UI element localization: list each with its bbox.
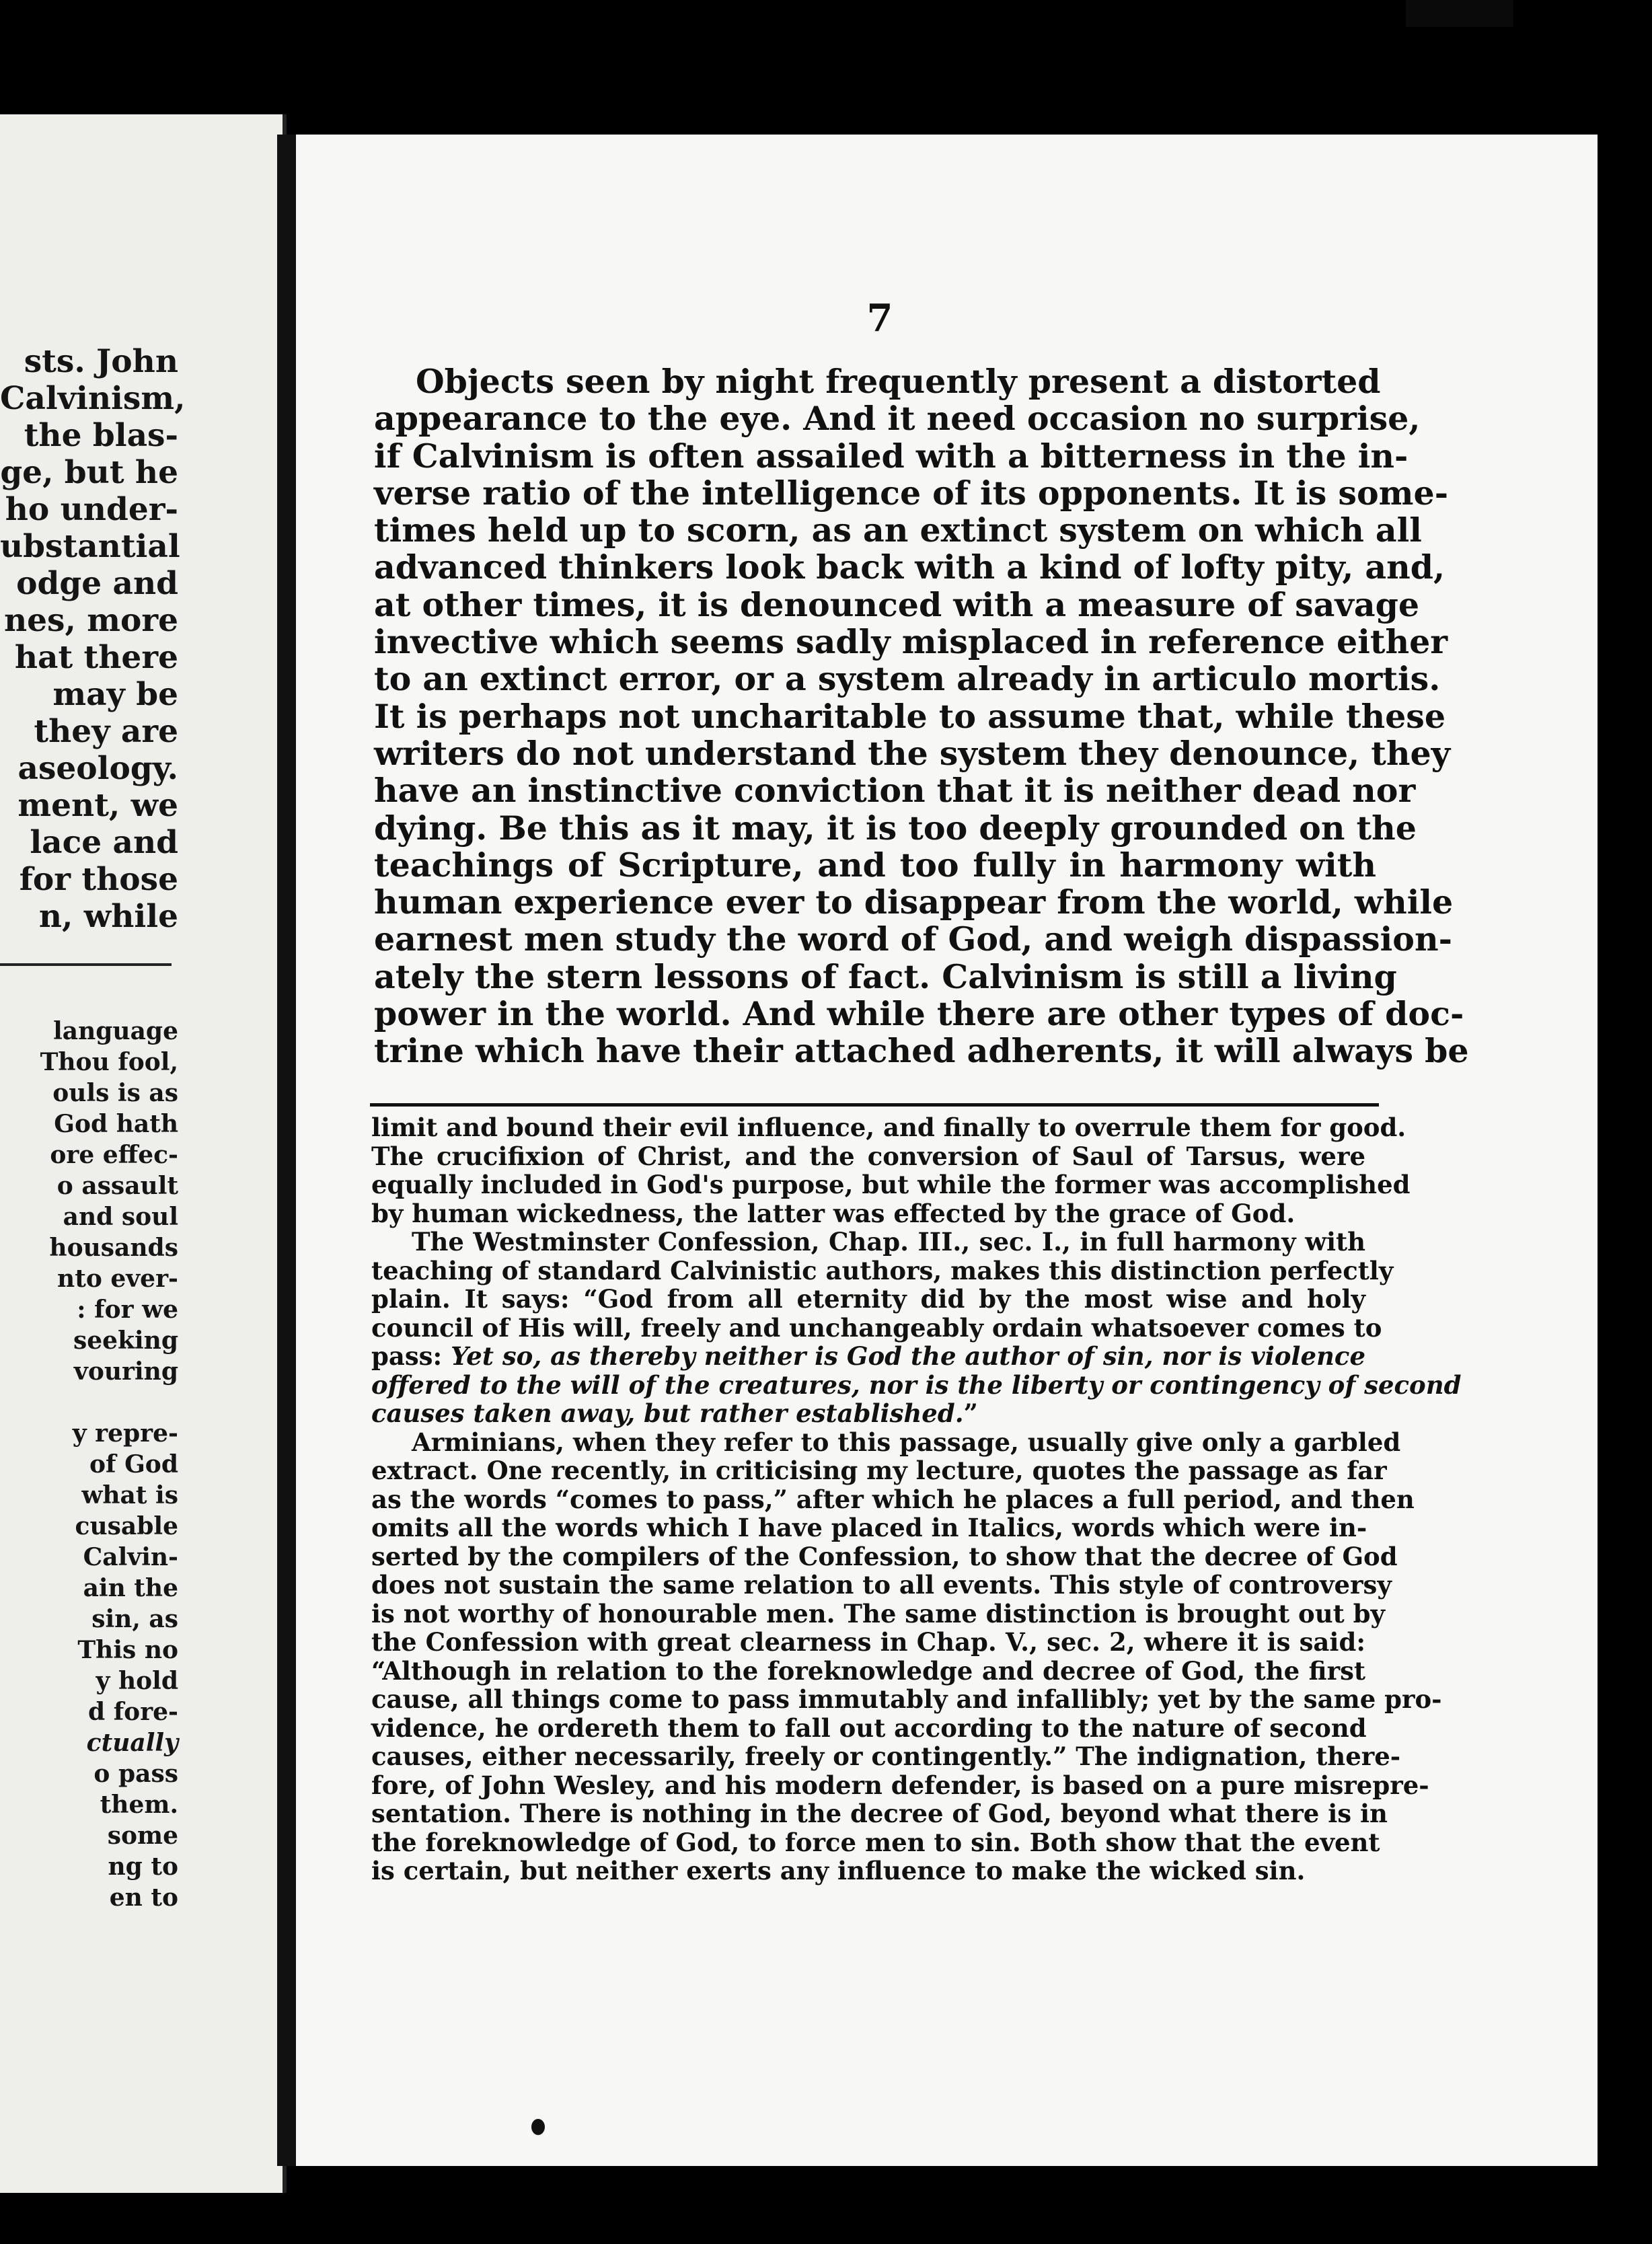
left-main-line: sts. John [24, 343, 178, 380]
footnote-line: extract. One recently, in criticising my lecture, quotes the passage as far [371, 1456, 1387, 1485]
left-main-line: for those [19, 861, 178, 898]
footnote-line: council of His will, freely and unchangeably ordain whatsoever comes to [371, 1312, 1382, 1343]
body-line: appearance to the eye. And it need occasion no surprise, [374, 399, 1421, 439]
left-note-line: God hath [54, 1110, 178, 1138]
left-note-line: ore effec- [50, 1141, 178, 1169]
footnote-line: by human wickedness, the latter was effected by the grace of God. [371, 1198, 1296, 1228]
footnote-italic-fragment: Yet so, as thereby neither is God the author of sin, nor is violence [451, 1341, 1365, 1371]
footnote-line: causes, either necessarily, freely or contingently.” The indignation, there- [371, 1742, 1401, 1771]
left-note-line: ctually [86, 1729, 178, 1757]
body-line: power in the world. And while there are other types of doc- [374, 994, 1464, 1034]
body-line: It is perhaps not uncharitable to assume that, while these [374, 696, 1446, 736]
body-line: earnest men study the word of God, and weigh dispassion- [374, 920, 1452, 959]
left-note-line: sin, as [91, 1605, 178, 1633]
left-main-line: the blas- [24, 417, 178, 454]
left-note-line [0, 1387, 178, 1418]
body-line: human experience ever to disappear from the world, while [374, 883, 1454, 922]
left-note-line: some [107, 1822, 178, 1850]
left-main-line: ho under- [5, 491, 178, 528]
left-main-line: nes, more [3, 602, 178, 639]
body-line: dying. Be this as it may, it is too deeply grounded on the [374, 808, 1417, 848]
left-note-line: : for we [77, 1296, 178, 1324]
left-main-line: ment, we [17, 787, 178, 824]
left-note-line: ng to [108, 1853, 178, 1881]
left-main-line: hat there [14, 639, 178, 676]
body-line: writers do not understand the system they denounce, they [374, 733, 1451, 773]
left-note-line: cusable [75, 1512, 178, 1540]
left-note-line: of God [89, 1450, 178, 1479]
left-note-line: ouls is as [52, 1079, 178, 1107]
footnote-line: teaching of standard Calvinistic authors, makes this distinction perfectly [371, 1255, 1394, 1285]
left-main-line: n, while [38, 898, 178, 935]
left-main-line: lace and [30, 824, 178, 861]
footnote-line: limit and bound their evil influence, and finally to overrule them for good. [371, 1113, 1406, 1142]
footnote-line: the Confession with great clearness in Chap. V., sec. 2, where it is said: [371, 1627, 1365, 1657]
footnote-line: does not sustain the same relation to all events. This style of controversy [371, 1570, 1392, 1600]
left-note-line: seeking [73, 1326, 178, 1355]
left-note-line: what is [81, 1481, 178, 1509]
left-main-line: aseology. [17, 750, 178, 787]
left-footnote-rule [0, 963, 172, 966]
footnote-line: is certain, but neither exerts any influence to make the wicked sin. [371, 1856, 1306, 1885]
body-line: invective which seems sadly misplaced in reference either [374, 622, 1448, 662]
footnote-line: is not worthy of honourable men. The same distinction is brought out by [371, 1598, 1385, 1629]
left-main-line: they are [34, 713, 178, 750]
left-note-line: and soul [63, 1203, 178, 1231]
scan-corner [1406, 0, 1513, 27]
left-note-line: nto ever- [57, 1265, 178, 1293]
footnote-line-with-italic [371, 1399, 1365, 1428]
left-note-line: This no [77, 1636, 178, 1664]
footnote-line: serted by the compilers of the Confession, to show that the decree of God [371, 1541, 1398, 1571]
left-note-line: housands [49, 1234, 178, 1262]
body-line: if Calvinism is often assailed with a bitterness in the in- [374, 436, 1409, 476]
footnote-line: the foreknowledge of God, to force men to sin. Both show that the event [371, 1827, 1380, 1857]
left-note-line: en to [109, 1883, 178, 1912]
left-note-line: d fore- [87, 1698, 178, 1726]
footnote-italic-fragment: causes taken away, but rather established. [371, 1398, 964, 1428]
body-line: ately the stern lessons of fact. Calvinism is still a living [374, 957, 1397, 996]
body-line: teachings of Scripture, and too fully in harmony with [374, 845, 1376, 885]
footnote-line: cause, all things come to pass immutably and infallibly; yet by the same pro- [371, 1684, 1442, 1714]
left-note-line: language [53, 1017, 178, 1045]
body-line: advanced thinkers look back with a kind of lofty pity, and, [374, 548, 1446, 587]
left-facing-page [0, 114, 287, 2193]
left-page-main-text [0, 343, 186, 935]
footnote-line: The Westminster Confession, Chap. III., sec. I., in full harmony with [412, 1227, 1365, 1257]
left-note-line: y hold [96, 1667, 178, 1695]
left-main-line: odge and [16, 565, 178, 602]
left-note-line: ain the [83, 1574, 178, 1602]
footnote-line: sentation. There is nothing in the decree of God, beyond what there is in [371, 1799, 1388, 1828]
left-note-line: o pass [93, 1760, 178, 1788]
footnote-line: vidence, he ordereth them to fall out according to the nature of second [371, 1713, 1367, 1743]
footnote-rule [370, 1103, 1379, 1107]
ink-spot [531, 2119, 545, 2135]
page-number: 7 [866, 296, 893, 340]
body-line: have an instinctive conviction that it is neither dead nor [374, 771, 1416, 811]
footnote [371, 1113, 1462, 1885]
footnote-italic-line: offered to the will of the creatures, nor is the liberty or contingency of second [371, 1370, 1462, 1400]
body-line: to an extinct error, or a system already in articulo mortis. [374, 659, 1441, 699]
left-note-line: vouring [73, 1357, 178, 1386]
book-gutter [277, 135, 296, 2166]
footnote-line: Arminians, when they refer to this passage, usually give only a garbled [412, 1427, 1401, 1457]
left-main-line: may be [52, 676, 178, 713]
footnote-line-with-italic [371, 1342, 1365, 1371]
body-line: verse ratio of the intelligence of its opponents. It is some- [374, 473, 1449, 513]
footnote-fragment: pass: [371, 1341, 443, 1371]
footnote-line: plain. It says: “God from all eternity did by the most wise and holy [371, 1284, 1365, 1314]
footnote-line: The crucifixion of Christ, and the conversion of Saul of Tarsus, were [371, 1141, 1365, 1171]
left-note-line: o assault [57, 1172, 178, 1200]
footnote-line: fore, of John Wesley, and his modern defender, is based on a pure misrepre- [371, 1770, 1429, 1800]
body-line: times held up to scorn, as an extinct system on which all [374, 511, 1422, 550]
body-line: Objects seen by night frequently present a distorted [416, 362, 1381, 401]
footnote-line: “Although in relation to the foreknowledge and decree of God, the first [371, 1655, 1365, 1686]
footnote-line: omits all the words which I have placed in Italics, words which were in- [371, 1513, 1367, 1542]
body-line: trine which have their attached adherents, it will always be [374, 1031, 1469, 1071]
left-main-line: Calvinism, [0, 380, 186, 417]
left-note-line: y repre- [72, 1419, 178, 1448]
left-main-line: ge, but he [0, 454, 178, 491]
left-page-footnote-text [0, 1016, 178, 1913]
main-paragraph [374, 362, 1469, 1071]
left-main-line: ubstantial [0, 528, 180, 565]
footnote-line: equally included in God's purpose, but while the former was accomplished [371, 1170, 1411, 1199]
footnote-line: as the words “comes to pass,” after which he places a full period, and then [371, 1484, 1415, 1514]
left-note-line: them. [100, 1791, 178, 1819]
footnote-fragment: ” [963, 1398, 978, 1428]
body-line: at other times, it is denounced with a measure of savage [374, 585, 1420, 624]
left-note-line: Calvin- [83, 1543, 178, 1571]
left-note-line: Thou fool, [40, 1048, 178, 1076]
